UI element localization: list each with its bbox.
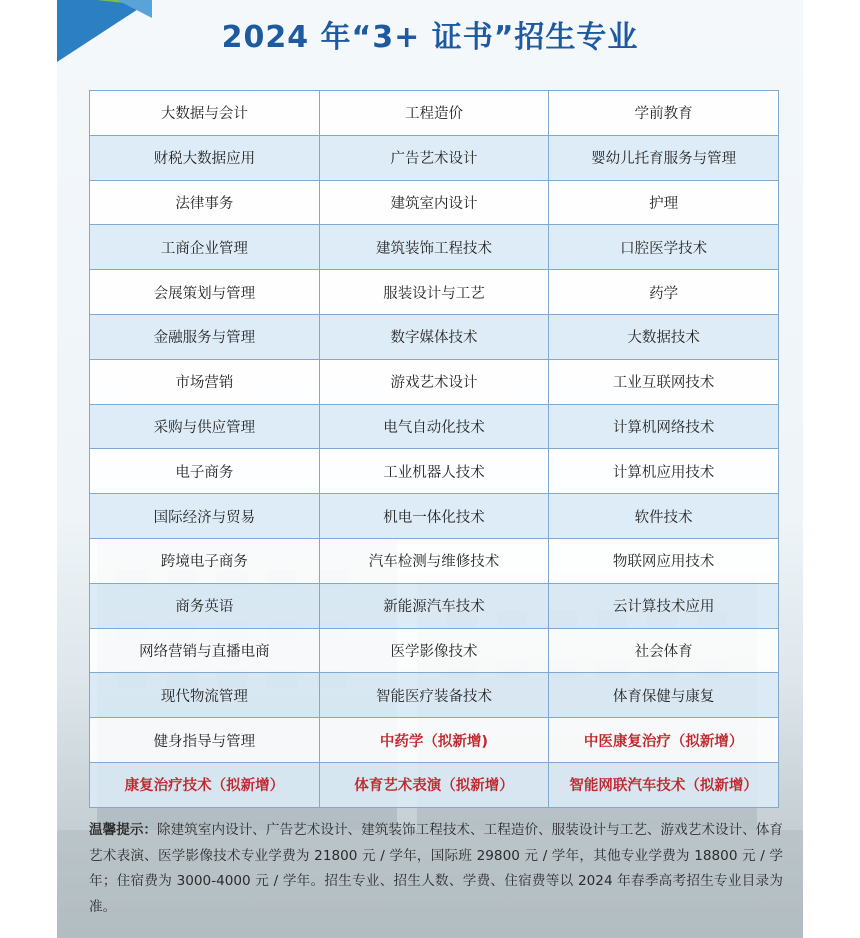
major-cell: 游戏艺术设计 [319, 359, 549, 404]
table-row [90, 673, 779, 718]
table-row [90, 270, 779, 315]
table-row [90, 314, 779, 359]
major-cell: 财税大数据应用 [90, 135, 320, 180]
major-cell: 建筑室内设计 [319, 180, 549, 225]
major-cell: 服装设计与工艺 [319, 270, 549, 315]
table-row [90, 583, 779, 628]
note-text: 除建筑室内设计、广告艺术设计、建筑装饰工程技术、工程造价、服装设计与工艺、游戏艺术设计、体育艺术表演、医学影像技术专业学费为 21800 元 / 学年，国际班 29800 元 / 学年，其他专业学费为 18800 元 / 学年；住宿费为 3000-4000 元 / 学年。招生专业、招生人数、学费、住宿费等以 2024 年春季高考招生专业目录为准。 [89, 822, 784, 915]
major-cell: 市场营销 [90, 359, 320, 404]
major-cell-new: 中医康复治疗（拟新增） [549, 718, 779, 763]
major-cell: 跨境电子商务 [90, 538, 320, 583]
major-cell: 口腔医学技术 [549, 225, 779, 270]
major-cell: 计算机应用技术 [549, 449, 779, 494]
major-cell: 工商企业管理 [90, 225, 320, 270]
major-cell: 婴幼儿托育服务与管理 [549, 135, 779, 180]
majors-table [89, 90, 779, 808]
major-cell: 建筑装饰工程技术 [319, 225, 549, 270]
major-cell: 工业机器人技术 [319, 449, 549, 494]
major-cell: 学前教育 [549, 91, 779, 136]
major-cell: 数字媒体技术 [319, 314, 549, 359]
major-cell: 采购与供应管理 [90, 404, 320, 449]
major-cell-new: 体育艺术表演（拟新增） [319, 762, 549, 807]
major-cell: 商务英语 [90, 583, 320, 628]
major-cell: 药学 [549, 270, 779, 315]
table-row [90, 628, 779, 673]
tuition-note [89, 818, 783, 920]
major-cell: 机电一体化技术 [319, 494, 549, 539]
major-cell: 大数据与会计 [90, 91, 320, 136]
major-cell: 工程造价 [319, 91, 549, 136]
major-cell: 健身指导与管理 [90, 718, 320, 763]
major-cell: 现代物流管理 [90, 673, 320, 718]
brochure-page [57, 0, 803, 938]
major-cell: 体育保健与康复 [549, 673, 779, 718]
table-row [90, 494, 779, 539]
major-cell: 国际经济与贸易 [90, 494, 320, 539]
major-cell: 大数据技术 [549, 314, 779, 359]
table-row [90, 91, 779, 136]
major-cell-new: 中药学（拟新增) [319, 718, 549, 763]
major-cell: 汽车检测与维修技术 [319, 538, 549, 583]
table-row [90, 404, 779, 449]
table-row [90, 180, 779, 225]
major-cell-new: 智能网联汽车技术（拟新增） [549, 762, 779, 807]
major-cell: 新能源汽车技术 [319, 583, 549, 628]
major-cell: 会展策划与管理 [90, 270, 320, 315]
major-cell: 电气自动化技术 [319, 404, 549, 449]
table-row [90, 718, 779, 763]
table-row [90, 538, 779, 583]
major-cell: 护理 [549, 180, 779, 225]
page-title: 2024 年“3+ 证书”招生专业 [221, 20, 639, 55]
major-cell: 工业互联网技术 [549, 359, 779, 404]
table-row [90, 449, 779, 494]
major-cell: 软件技术 [549, 494, 779, 539]
major-cell: 法律事务 [90, 180, 320, 225]
table-row [90, 225, 779, 270]
major-cell: 广告艺术设计 [319, 135, 549, 180]
major-cell: 物联网应用技术 [549, 538, 779, 583]
major-cell: 云计算技术应用 [549, 583, 779, 628]
major-cell: 计算机网络技术 [549, 404, 779, 449]
major-cell: 电子商务 [90, 449, 320, 494]
major-cell: 网络营销与直播电商 [90, 628, 320, 673]
major-cell: 智能医疗装备技术 [319, 673, 549, 718]
major-cell-new: 康复治疗技术（拟新增） [90, 762, 320, 807]
note-label: 温馨提示： [89, 822, 158, 838]
major-cell: 社会体育 [549, 628, 779, 673]
table-row [90, 762, 779, 807]
major-cell: 医学影像技术 [319, 628, 549, 673]
table-row [90, 359, 779, 404]
major-cell: 金融服务与管理 [90, 314, 320, 359]
table-row [90, 135, 779, 180]
